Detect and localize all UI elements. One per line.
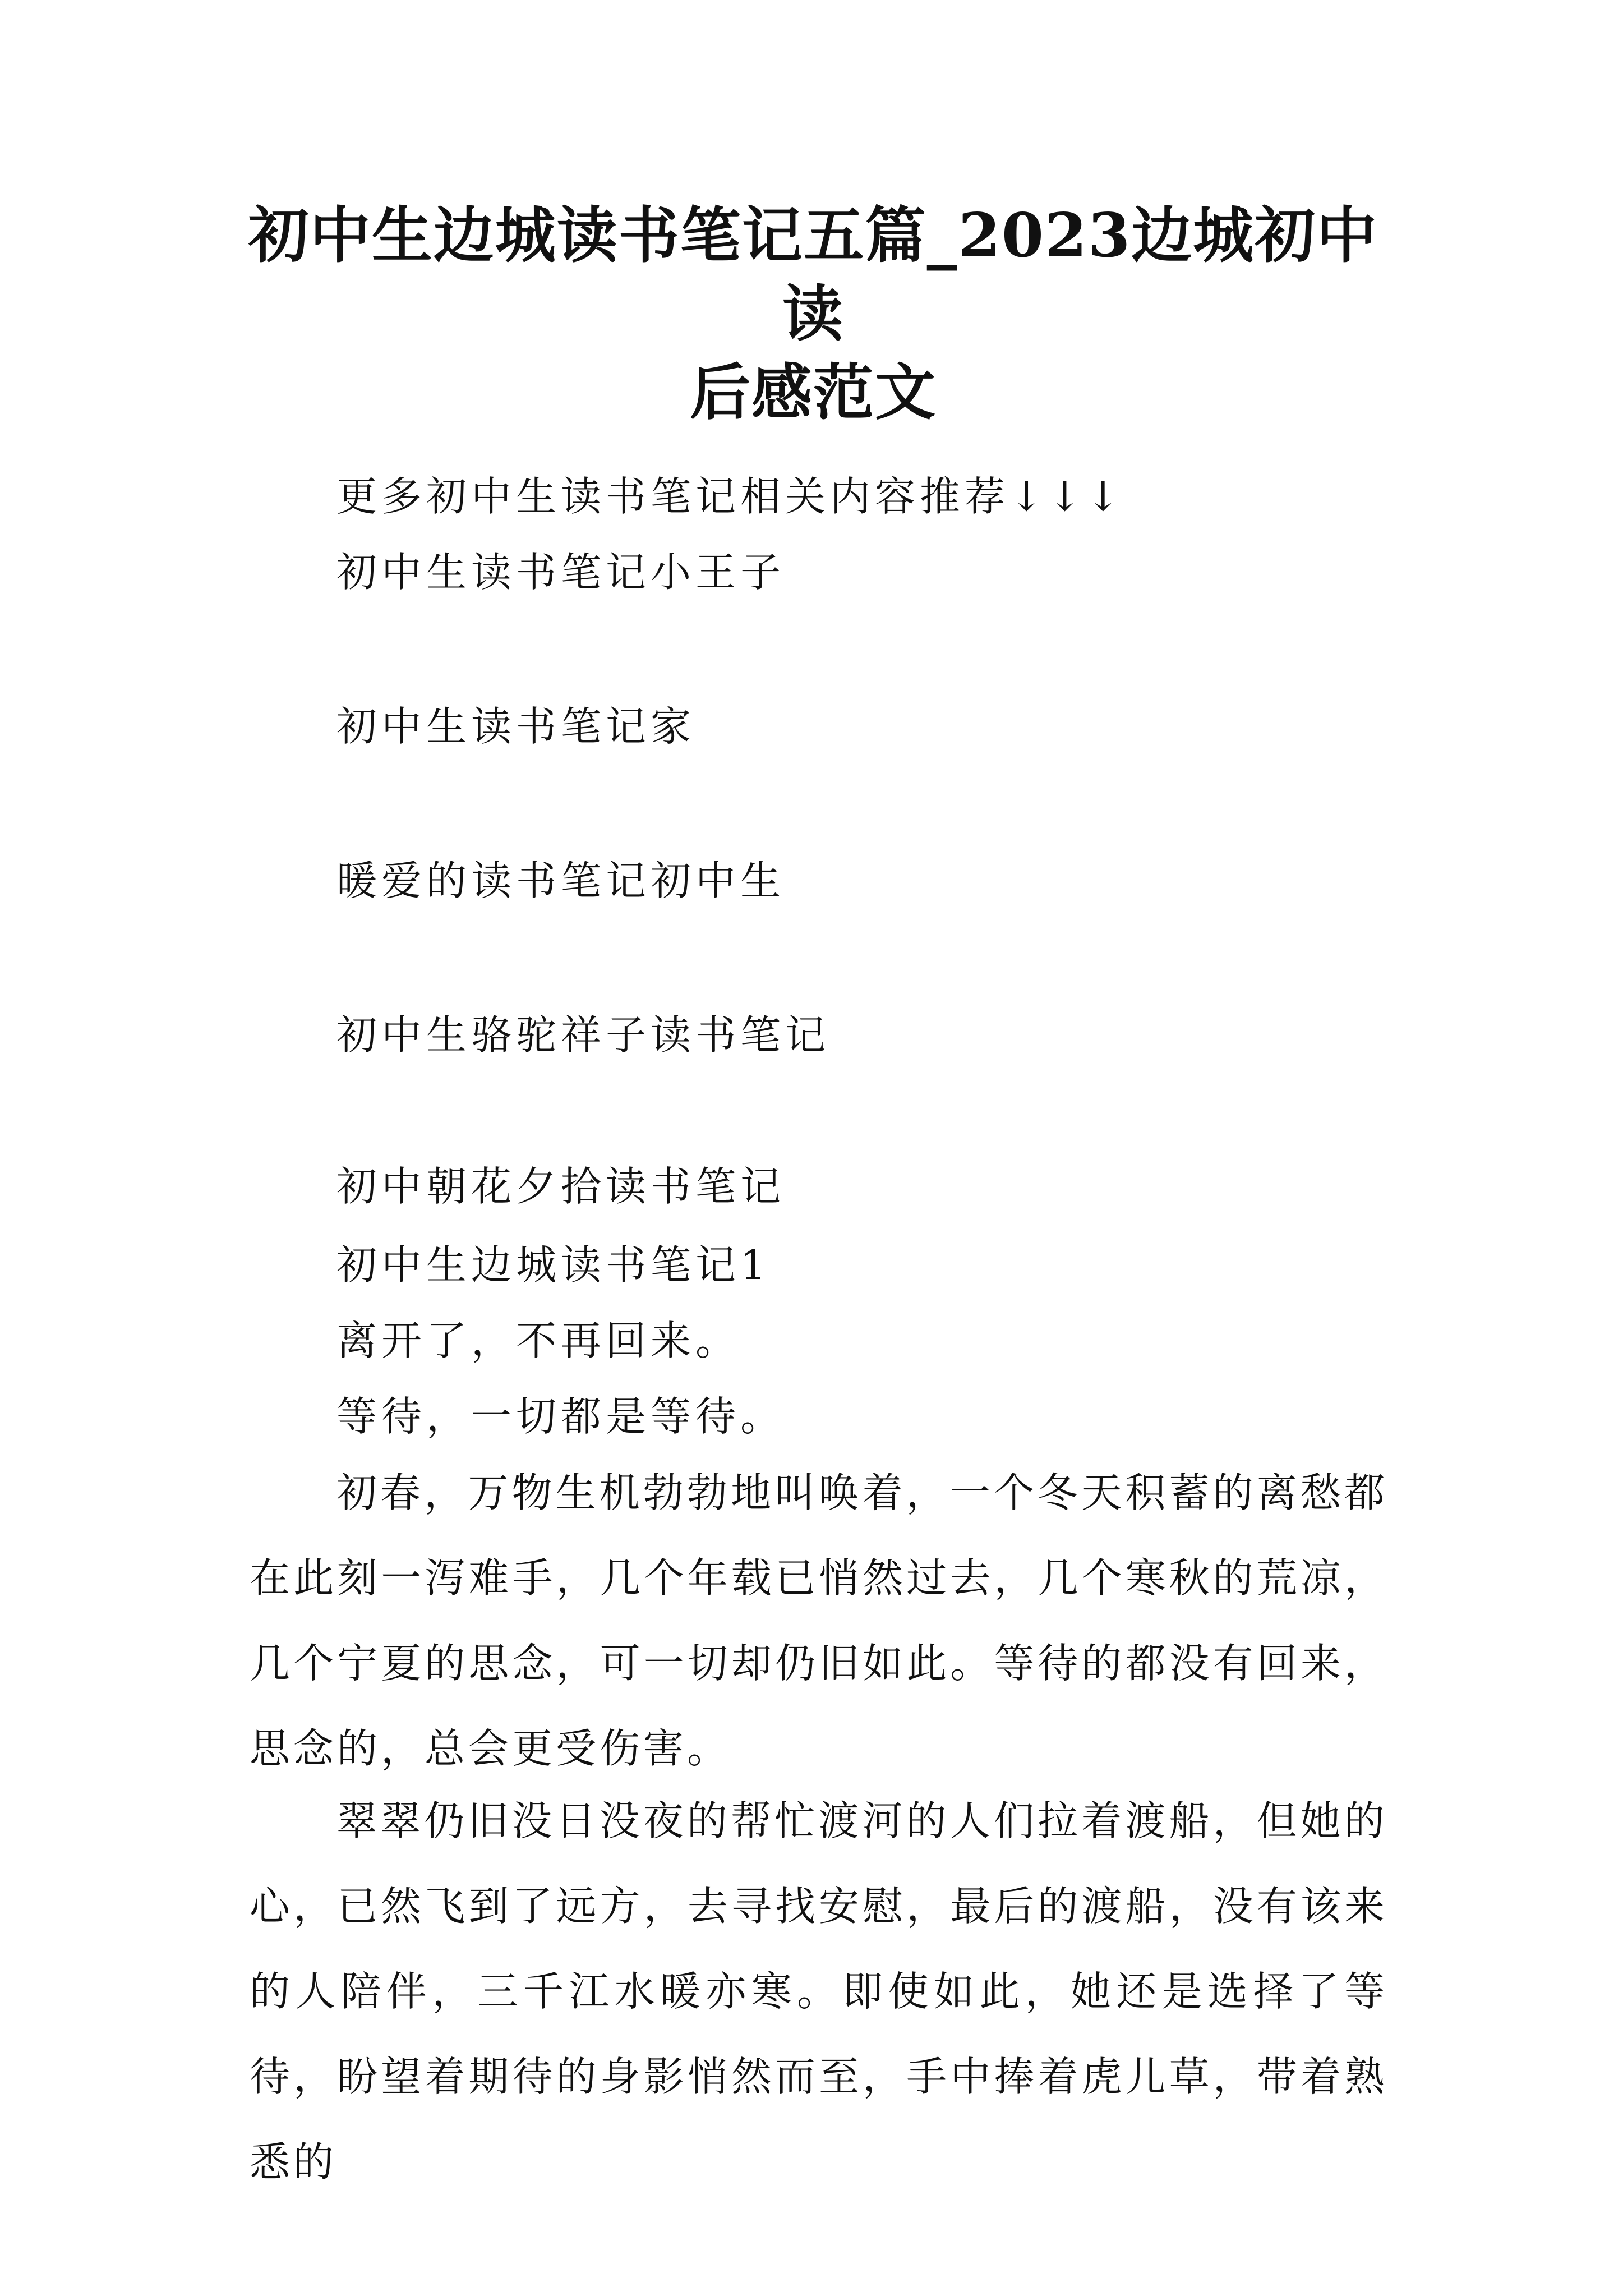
body-paragraph-2: 翠翠仍旧没日没夜的帮忙渡河的人们拉着渡船，但她的心，已然飞到了远方，去寻找安慰，最后的渡船，没有该来的人陪伴，三千江水暖亦寒。即使如此，她还是选择了等待，盼望着期待的身影悄然而至，手中捧着虎儿草，带着熟悉的 — [250, 1797, 1388, 2185]
section-heading-1: 初中生边城读书笔记1 — [336, 1241, 771, 1289]
text-line: 离开了，不再回来。 — [336, 1317, 741, 1364]
recommended-link-warm-love[interactable]: 暖爱的读书笔记初中生 — [336, 857, 786, 904]
recommendation-heading: 更多初中生读书笔记相关内容推荐↓↓↓ — [336, 473, 1124, 520]
recommended-link-little-prince[interactable]: 初中生读书笔记小王子 — [336, 549, 786, 596]
title-line-2: 后感范文 — [689, 357, 937, 428]
body-paragraph-1: 初春，万物生机勃勃地叫唤着，一个冬天积蓄的离愁都在此刻一泻难手，几个年载已悄然过去，几个寒秋的荒凉，几个宁夏的思念，可一切却仍旧如此。等待的都没有回来，思念的，总会更受伤害。 — [250, 1469, 1388, 1772]
text-line: 等待，一切都是等待。 — [336, 1393, 786, 1440]
recommended-link-home[interactable]: 初中生读书笔记家 — [336, 703, 696, 750]
recommended-link-camel-xiangzi[interactable]: 初中生骆驼祥子读书笔记 — [336, 1011, 831, 1059]
title-line-1: 初中生边城读书笔记五篇_2023边城初中读 — [248, 200, 1378, 349]
document-title — [236, 196, 1391, 432]
recommended-link-morning-flowers[interactable]: 初中朝花夕拾读书笔记 — [336, 1163, 786, 1210]
